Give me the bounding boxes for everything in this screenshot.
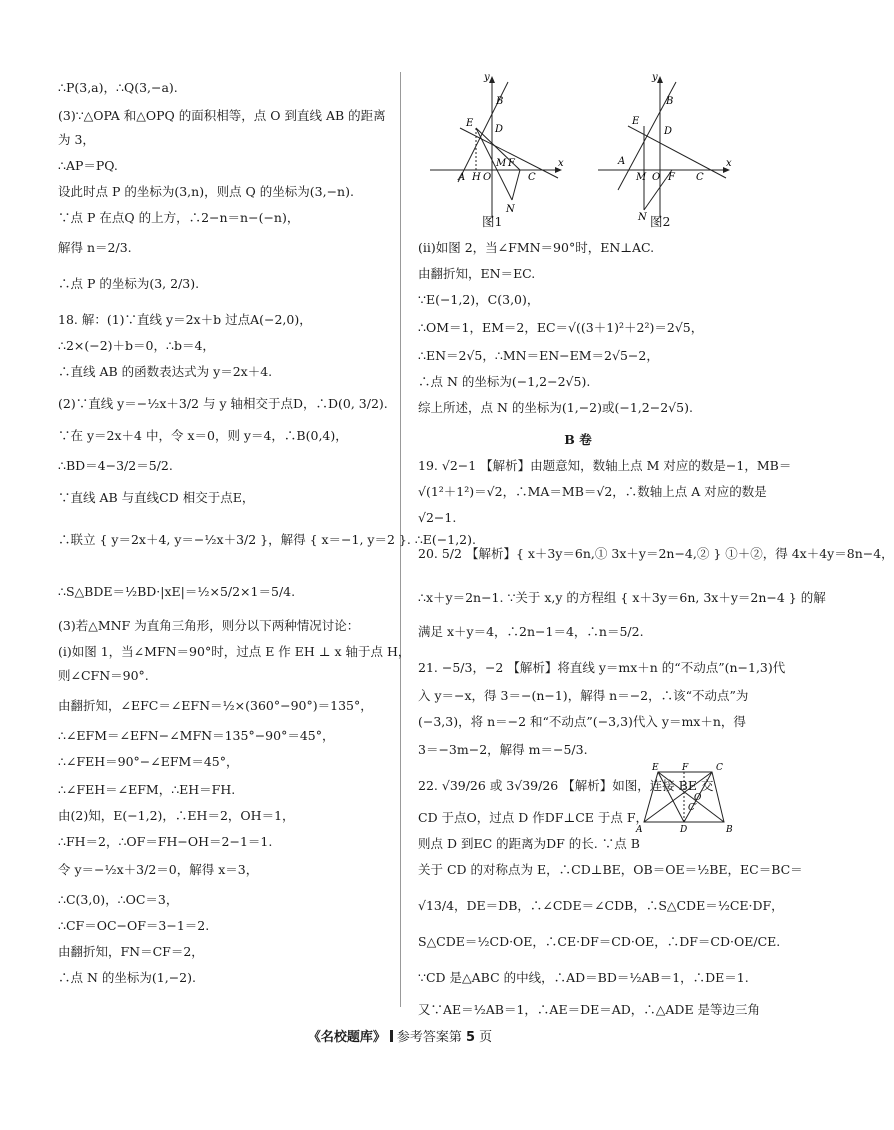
text-line: ∵在 y＝2x＋4 中，令 x＝0，则 y＝4，∴B(0,4)， <box>58 428 348 443</box>
text-line: 解得 n＝2/3. <box>58 240 132 255</box>
text-line: 入 y＝−x，得 3＝−(n−1)，解得 n＝−2，∴该“不动点”为 <box>418 688 749 703</box>
text-line: 21. −5/3，−2 【解析】将直线 y＝mx＋n 的“不动点”(n−1,3)代 <box>418 660 786 675</box>
svg-text:C: C <box>716 763 723 773</box>
svg-text:E: E <box>466 118 474 129</box>
svg-text:B: B <box>726 825 733 835</box>
footer-text: 参考答案第 <box>396 1030 466 1045</box>
svg-text:A: A <box>458 172 466 183</box>
text-line: 由翻折知，∠EFC＝∠EFN＝½×(360°−90°)＝135°， <box>58 698 373 713</box>
text-line: ∵直线 AB 与直线CD 相交于点E， <box>58 490 255 505</box>
text-line: 20. 5/2 【解析】{ x＋3y＝6n,① 3x＋y＝2n−4,② } ①＋②，得 4x＋4y＝8n−4， <box>418 546 894 561</box>
text-line: ∴AP＝PQ. <box>58 158 118 173</box>
svg-text:A: A <box>618 156 626 167</box>
text-line: 设此时点 P 的坐标为(3,n)，则点 Q 的坐标为(3,−n). <box>58 184 354 199</box>
text-line: ∴∠FEH＝90°−∠EFM＝45°， <box>58 754 239 769</box>
text-line: ∴直线 AB 的函数表达式为 y＝2x＋4. <box>58 364 273 379</box>
svg-text:x: x <box>726 158 732 169</box>
text-line: ∴∠EFM＝∠EFN−∠MFN＝135°−90°＝45°， <box>58 728 335 743</box>
text-line: √2−1. <box>418 510 457 525</box>
svg-text:C: C <box>696 172 704 183</box>
text-line: ∴点 N 的坐标为(1,−2). <box>58 970 196 985</box>
text-line: 由(2)知，E(−1,2)，∴EH＝2，OH＝1， <box>58 808 295 823</box>
svg-text:D: D <box>664 126 673 137</box>
svg-text:F: F <box>508 158 515 169</box>
text-line: S△CDE＝½CD·OE，∴CE·DF＝CD·OE，∴DF＝CD·OE/CE. <box>418 934 781 949</box>
figure-1 <box>420 70 570 220</box>
footer-bar <box>390 1030 393 1042</box>
fig1-y-label: y <box>484 72 490 83</box>
section-b-title: B 卷 <box>564 432 592 447</box>
svg-text:N: N <box>638 212 647 223</box>
svg-text:C′: C′ <box>688 803 697 813</box>
svg-text:O: O <box>652 172 661 183</box>
book-title: 《名校题库》 <box>307 1030 386 1045</box>
svg-text:M: M <box>496 158 507 169</box>
svg-text:H: H <box>472 172 481 183</box>
svg-text:B: B <box>496 96 504 107</box>
text-line: ∴EN＝2√5，∴MN＝EN−EM＝2√5−2， <box>418 348 659 363</box>
svg-text:N: N <box>506 204 515 215</box>
text-line: (3)∵△OPA 和△OPQ 的面积相等，点 O 到直线 AB 的距离 <box>58 108 386 123</box>
svg-text:A: A <box>636 825 643 835</box>
text-line: 满足 x＋y＝4，∴2n−1＝4，∴n＝5/2. <box>418 624 644 639</box>
text-line: ∴2×(−2)＋b＝0，∴b＝4， <box>58 338 215 353</box>
text-line: 由翻折知，FN＝CF＝2， <box>58 944 204 959</box>
text-line: ∴CF＝OC−OF＝3−1＝2. <box>58 918 210 933</box>
svg-text:y: y <box>652 72 658 83</box>
fig1-x-label: x <box>558 158 564 169</box>
text-line: CD 于点O，过点 D 作DF⊥CE 于点 F， <box>418 810 649 825</box>
svg-text:O: O <box>694 793 702 803</box>
text-line: (−3,3)，将 n＝−2 和“不动点”(−3,3)代入 y＝mx＋n，得 <box>418 714 746 729</box>
text-line: ∵点 P 在点Q 的上方，∴2−n＝n−(−n)， <box>58 210 300 225</box>
svg-text:F: F <box>682 763 689 773</box>
text-line: ∴点 N 的坐标为(−1,2−2√5). <box>418 374 591 389</box>
text-line: ∵E(−1,2)，C(3,0)， <box>418 292 540 307</box>
text-line: ∵CD 是△ABC 的中线，∴AD＝BD＝½AB＝1，∴DE＝1. <box>418 970 749 985</box>
text-line: 22. √39/26 或 3√39/26 【解析】如图，连接 BE 交 <box>418 778 714 793</box>
text-line: 由翻折知，EN＝EC. <box>418 266 536 281</box>
text-line: ∴x＋y＝2n−1. ∵关于 x,y 的方程组 { x＋3y＝6n, 3x＋y＝2n−4 } 的解 <box>418 590 826 605</box>
figure-1-caption: 图1 <box>482 214 503 229</box>
svg-text:D: D <box>680 825 688 835</box>
text-line: ∴联立 { y＝2x＋4, y＝−½x＋3/2 }，解得 { x＝−1, y＝2 }. ∴E(−1,2). <box>58 532 476 547</box>
svg-text:E: E <box>652 763 659 773</box>
text-line: ∴OM＝1，EM＝2，EC＝√((3＋1)²＋2²)＝2√5， <box>418 320 704 335</box>
page-number: 5 <box>465 1030 476 1045</box>
text-line: √13/4，DE＝DB，∴∠CDE＝∠CDB，∴S△CDE＝½CE·DF， <box>418 898 784 913</box>
svg-text:F: F <box>668 172 675 183</box>
svg-text:C: C <box>528 172 536 183</box>
page-footer <box>0 1026 800 1045</box>
text-line: ∴点 P 的坐标为(3, 2/3). <box>58 276 200 291</box>
text-line: 关于 CD 的对称点为 E，∴CD⊥BE，OB＝OE＝½BE，EC＝BC＝ <box>418 862 803 877</box>
svg-text:D: D <box>495 124 504 135</box>
text-line: 则∠CFN＝90°. <box>58 668 149 683</box>
text-line: (3)若△MNF 为直角三角形，则分以下两种情况讨论： <box>58 618 360 633</box>
text-line: ∴BD＝4−3/2＝5/2. <box>58 458 173 473</box>
svg-text:M: M <box>636 172 647 183</box>
text-line: 3＝−3m−2，解得 m＝−5/3. <box>418 742 588 757</box>
footer-unit: 页 <box>475 1030 493 1045</box>
text-line: ∴C(3,0)，∴OC＝3， <box>58 892 179 907</box>
text-line: ∴P(3,a)，∴Q(3,−a). <box>58 80 178 95</box>
text-line: 又∵AE＝½AB＝1，∴AE＝DE＝AD，∴△ADE 是等边三角 <box>418 1002 761 1017</box>
svg-text:E: E <box>632 116 640 127</box>
text-line: 18. 解：(1)∵直线 y＝2x＋b 过点A(−2,0)， <box>58 312 312 327</box>
figure-2-caption: 图2 <box>650 214 671 229</box>
svg-text:B: B <box>666 96 674 107</box>
text-line: 19. √2−1 【解析】由题意知，数轴上点 M 对应的数是−1，MB＝ <box>418 458 792 473</box>
svg-text:O: O <box>483 172 492 183</box>
text-line: 则点 D 到EC 的距离为DF 的长. ∵点 B <box>418 836 640 851</box>
text-line: 综上所述，点 N 的坐标为(1,−2)或(−1,2−2√5). <box>418 400 693 415</box>
text-line: ∴S△BDE＝½BD·|xE|＝½×5/2×1＝5/4. <box>58 584 296 599</box>
text-line: (2)∵直线 y＝−½x＋3/2 与 y 轴相交于点D，∴D(0, 3/2). <box>58 396 388 411</box>
text-line: (ii)如图 2，当∠FMN＝90°时，EN⊥AC. <box>418 240 655 255</box>
text-line: 为 3， <box>58 132 95 147</box>
text-line: √(1²＋1²)＝√2，∴MA＝MB＝√2，∴数轴上点 A 对应的数是 <box>418 484 767 499</box>
text-line: ∴FH＝2，∴OF＝FH−OH＝2−1＝1. <box>58 834 273 849</box>
text-line: ∴∠FEH＝∠EFM，∴EH＝FH. <box>58 782 236 797</box>
text-line: 令 y＝−½x＋3/2＝0，解得 x＝3， <box>58 862 259 877</box>
text-line: (i)如图 1，当∠MFN＝90°时，过点 E 作 EH ⊥ x 轴于点 H， <box>58 644 411 659</box>
